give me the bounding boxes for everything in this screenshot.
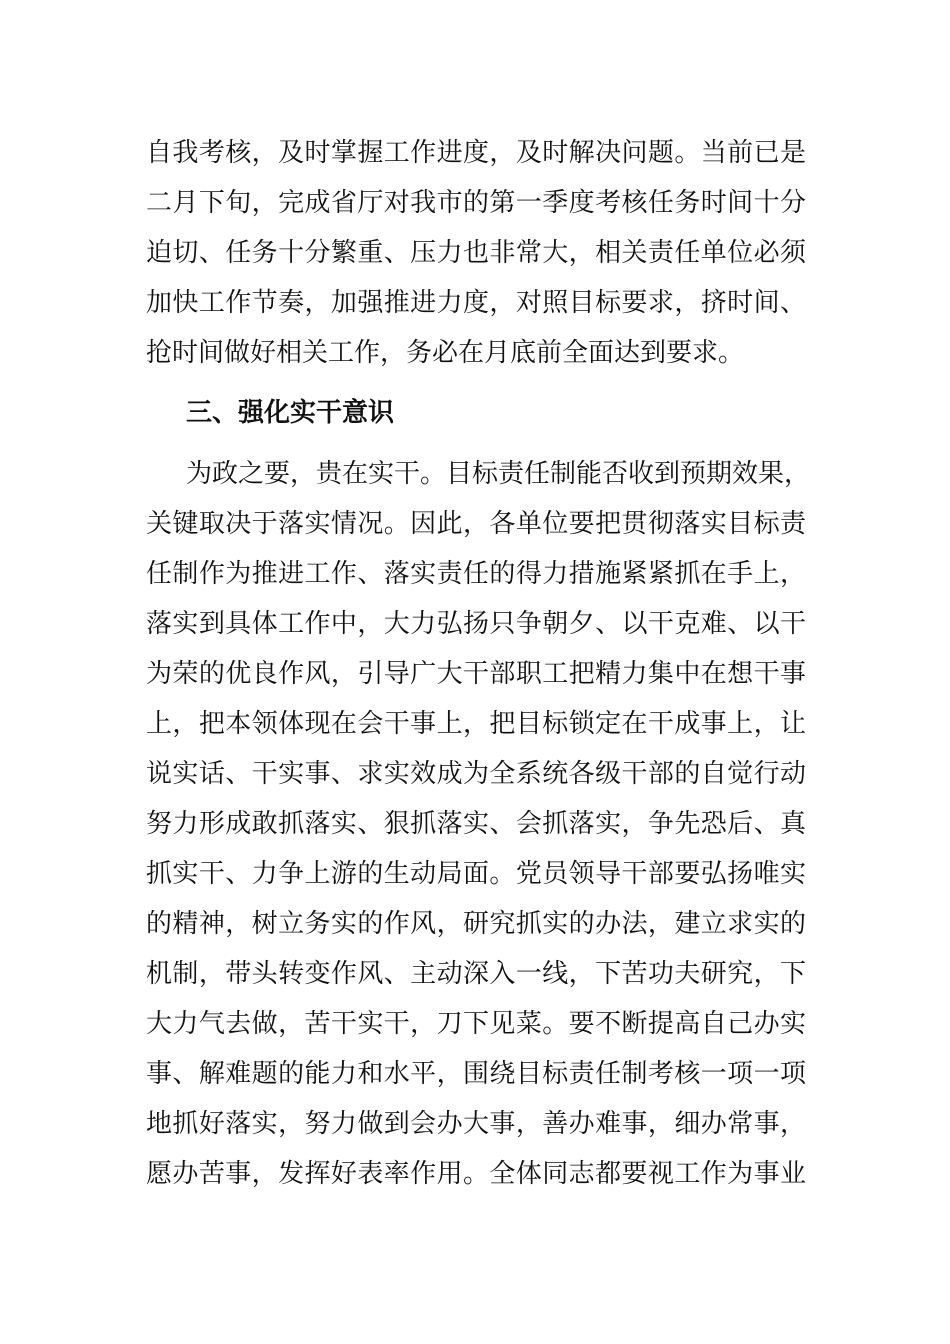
paragraph-2-line-14: 地抓好落实，努力做到会办大事，善办难事，细办常事，: [146, 1109, 806, 1139]
paragraph-2-line-9: 抓实干、力争上游的生动局面。党员领导干部要弘扬唯实: [146, 859, 806, 889]
paragraph-2-line-13: 事、解难题的能力和水平，围绕目标责任制考核一项一项: [146, 1059, 806, 1089]
paragraph-2-line-4: 落实到具体工作中，大力弘扬只争朝夕、以干克难、以干: [146, 609, 806, 639]
paragraph-1-line-5: 抢时间做好相关工作，务必在月底前全面达到要求。: [146, 338, 745, 368]
paragraph-2-line-8: 努力形成敢抓落实、狠抓落实、会抓落实，争先恐后、真: [146, 809, 806, 839]
paragraph-2-line-7: 说实话、干实事、求实效成为全系统各级干部的自觉行动: [146, 759, 806, 789]
paragraph-2-line-11: 机制，带头转变作风、主动深入一线，下苦功夫研究，下: [146, 959, 806, 989]
paragraph-1-line-4: 加快工作节奏，加强推进力度，对照目标要求，挤时间、: [146, 288, 806, 318]
section-heading: 三、强化实干意识: [186, 398, 395, 428]
paragraph-2-line-10: 的精神，树立务实的作风，研究抓实的办法，建立求实的: [146, 909, 806, 939]
paragraph-2-line-12: 大力气去做，苦干实干，刀下见菜。要不断提高自己办实: [146, 1009, 806, 1039]
paragraph-1-line-3: 迫切、任务十分繁重、压力也非常大，相关责任单位必须: [146, 238, 806, 268]
paragraph-2-line-2: 关键取决于落实情况。因此，各单位要把贯彻落实目标责: [146, 509, 806, 539]
paragraph-2-line-5: 为荣的优良作风，引导广大干部职工把精力集中在想干事: [146, 659, 806, 689]
paragraph-1-line-1: 自我考核，及时掌握工作进度，及时解决问题。当前已是: [146, 138, 806, 168]
paragraph-1-line-2: 二月下旬，完成省厅对我市的第一季度考核任务时间十分: [146, 188, 806, 218]
paragraph-2-line-3: 任制作为推进工作、落实责任的得力措施紧紧抓在手上，: [146, 559, 806, 589]
paragraph-2-line-6: 上，把本领体现在会干事上，把目标锁定在干成事上，让: [146, 709, 806, 739]
paragraph-2-line-1: 为政之要，贵在实干。目标责任制能否收到预期效果，: [186, 459, 811, 489]
paragraph-2-line-15: 愿办苦事，发挥好表率作用。全体同志都要视工作为事业: [146, 1159, 806, 1189]
